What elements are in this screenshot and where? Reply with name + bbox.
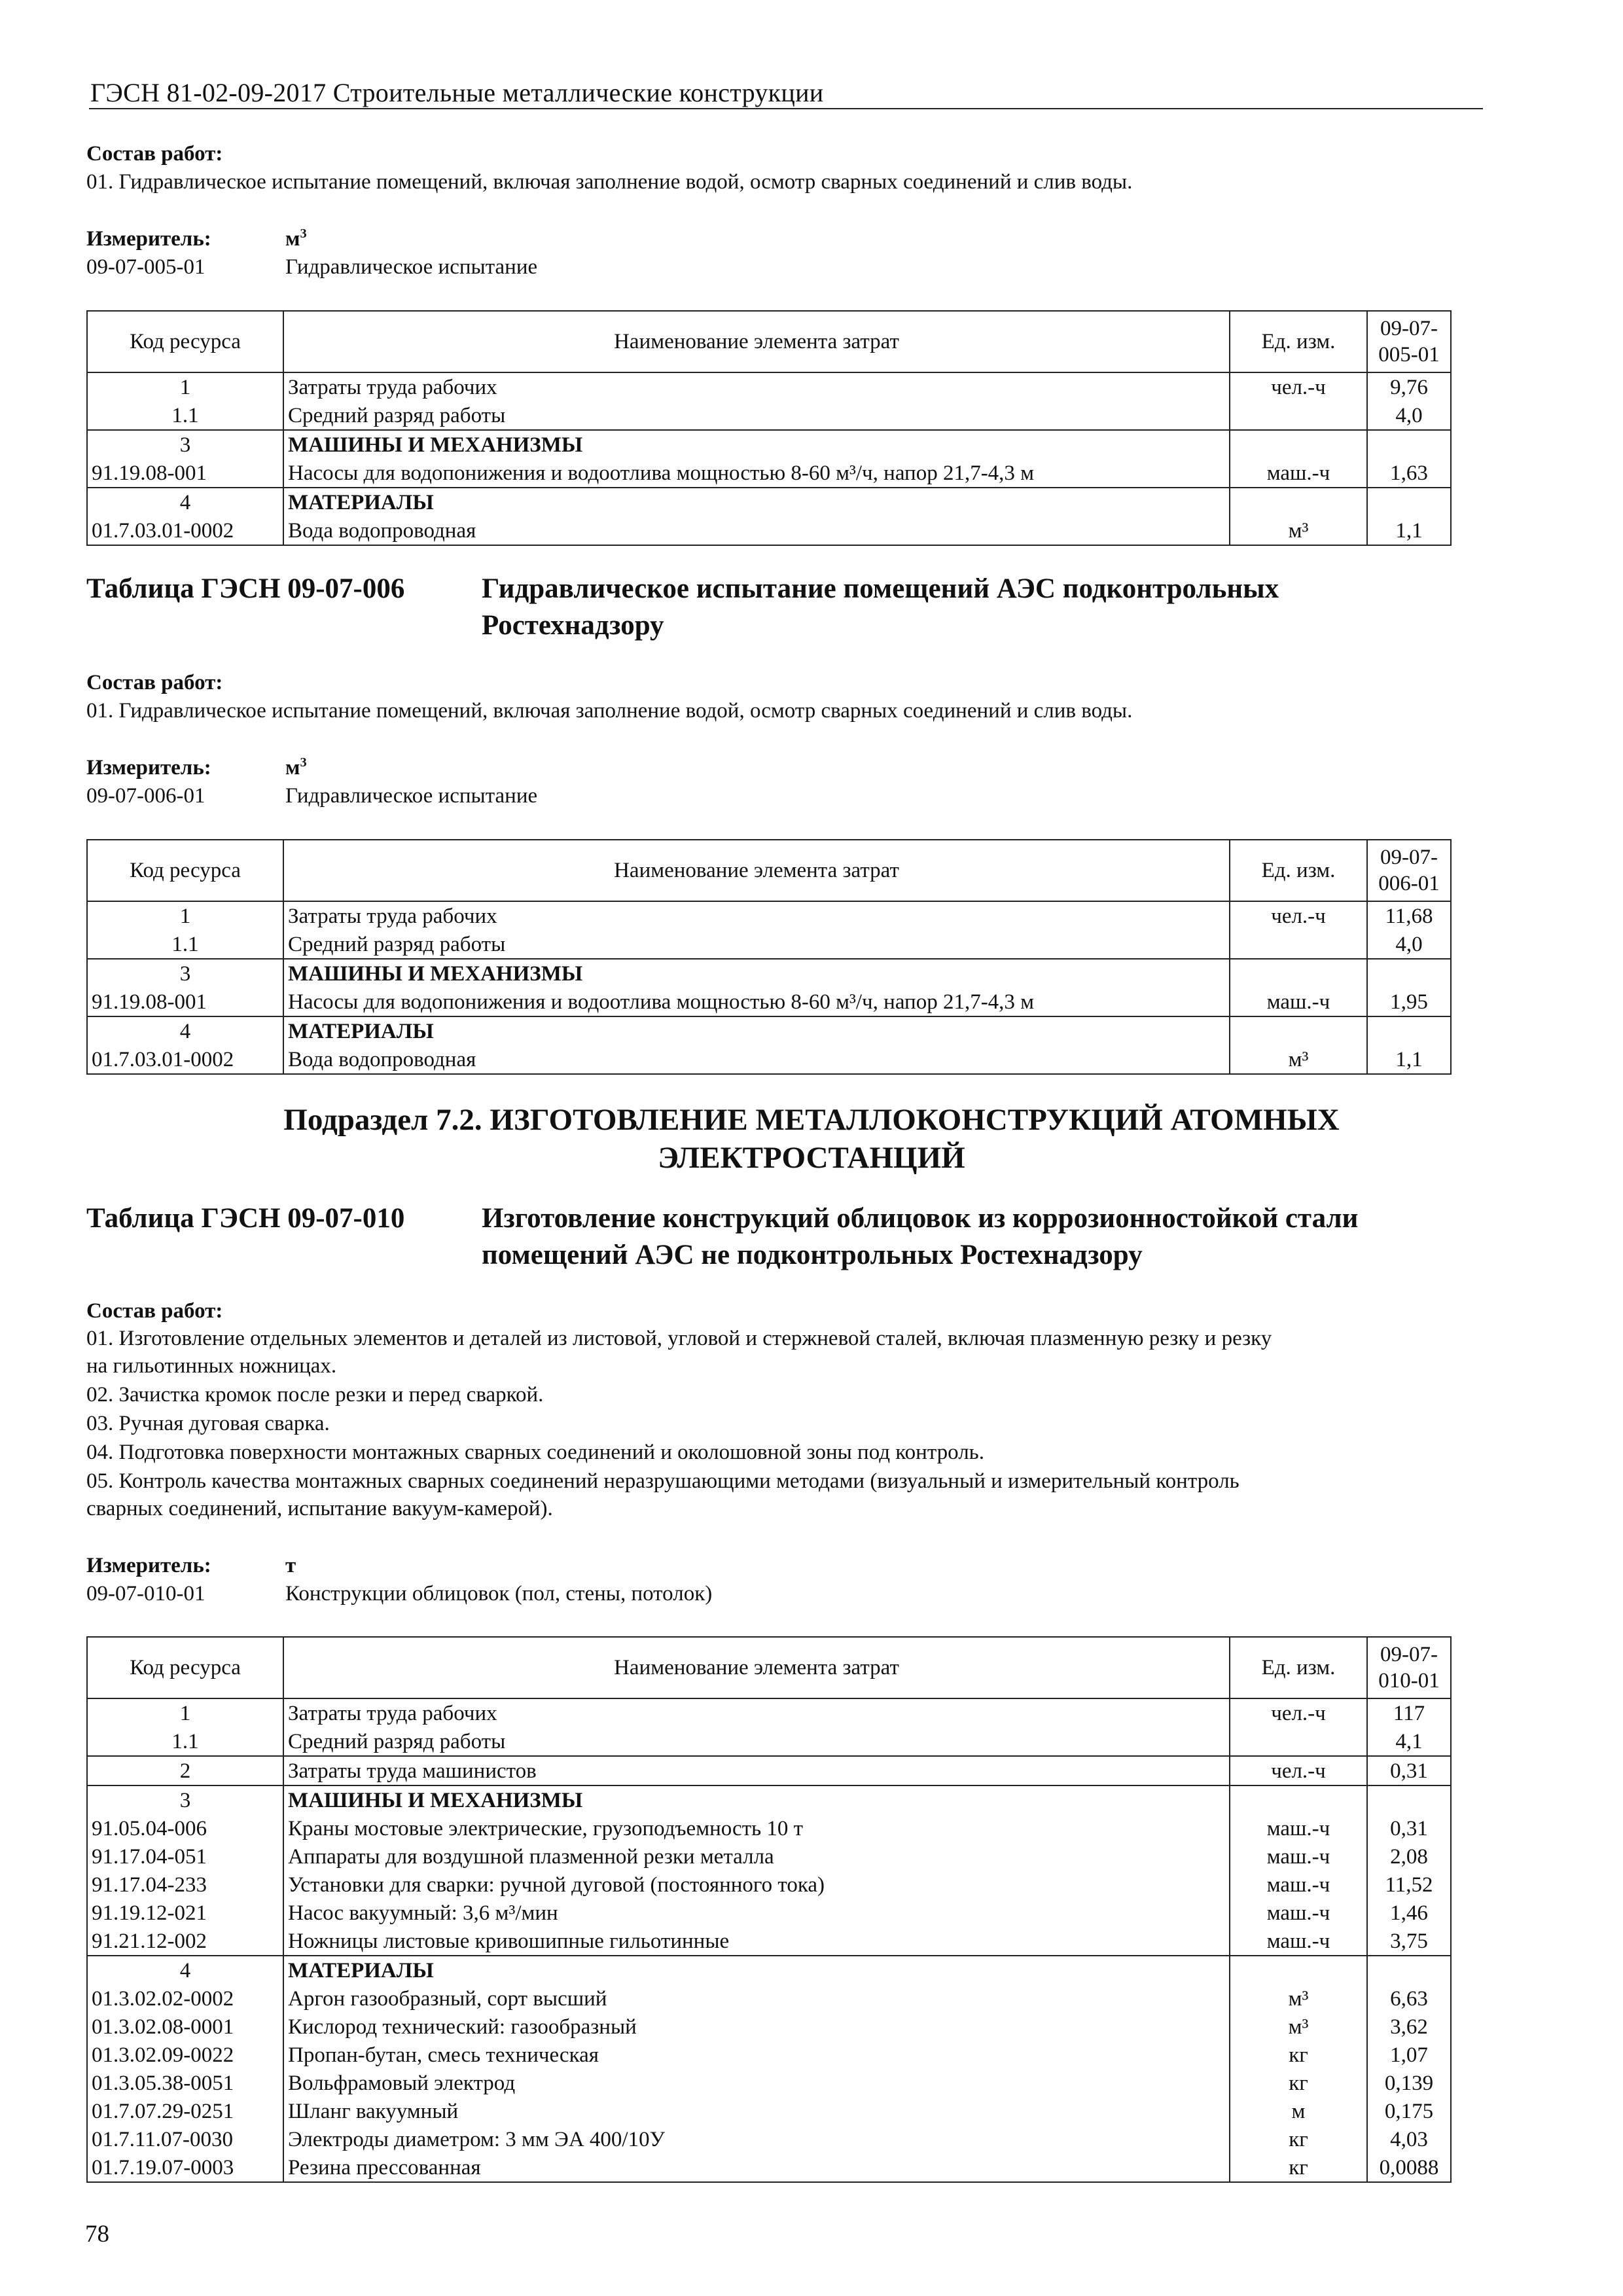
resource-name: МАТЕРИАЛЫ [283, 488, 1230, 516]
header-unit: Ед. изм. [1230, 840, 1367, 901]
table-row [87, 1727, 1451, 1756]
composition-item: сварных соединений, испытание вакуум-камерой). [86, 1497, 553, 1520]
norm-code: 09-07-005-01 [86, 255, 205, 279]
resource-value: 4,03 [1367, 2125, 1451, 2153]
resource-name: МАШИНЫ И МЕХАНИЗМЫ [283, 959, 1230, 988]
resource-unit [1230, 401, 1367, 430]
norm-code: 09-07-010-01 [86, 1582, 205, 1605]
table-row [87, 2125, 1451, 2153]
resource-unit: м³ [1230, 516, 1367, 545]
resource-code: 4 [87, 1016, 283, 1045]
table-row [87, 1045, 1451, 1074]
resource-code: 1.1 [87, 401, 283, 430]
resource-code: 01.3.02.02-0002 [87, 1984, 283, 2013]
resource-unit: чел.-ч [1230, 1698, 1367, 1727]
resource-value: 4,0 [1367, 930, 1451, 959]
table-row [87, 2013, 1451, 2041]
table-row [87, 1814, 1451, 1842]
resource-name: Аппараты для воздушной плазменной резки металла [283, 1842, 1230, 1871]
table-row [87, 1698, 1451, 1727]
header-code: Код ресурса [87, 311, 283, 372]
running-header: ГЭСН 81-02-09-2017 Строительные металлические конструкции [90, 78, 824, 107]
resource-code: 91.17.04-051 [87, 1842, 283, 1871]
resource-unit: м³ [1230, 1045, 1367, 1074]
resource-unit: маш.-ч [1230, 1871, 1367, 1899]
composition-item: 01. Гидравлическое испытание помещений, включая заполнение водой, осмотр сварных соединений и слив воды. [86, 170, 1133, 194]
norm-code: 09-07-006-01 [86, 784, 205, 808]
resource-unit: маш.-ч [1230, 459, 1367, 488]
resource-unit: чел.-ч [1230, 372, 1367, 401]
table-label: Таблица ГЭСН 09-07-010 [86, 1203, 405, 1234]
resource-value: 0,31 [1367, 1756, 1451, 1785]
resource-code: 1 [87, 372, 283, 401]
resource-name: Аргон газообразный, сорт высший [283, 1984, 1230, 2013]
resource-name: Средний разряд работы [283, 1727, 1230, 1756]
resource-name: Средний разряд работы [283, 930, 1230, 959]
table-row [87, 1016, 1451, 1045]
header-norm: 09-07-006-01 [1367, 840, 1451, 901]
resource-value: 3,62 [1367, 2013, 1451, 2041]
table-row [87, 459, 1451, 488]
table-row [87, 1785, 1451, 1814]
page-number: 78 [85, 2221, 109, 2248]
resource-name: Пропан-бутан, смесь техническая [283, 2041, 1230, 2069]
header-code: Код ресурса [87, 840, 283, 901]
resource-value: 1,1 [1367, 1045, 1451, 1074]
table-row [87, 1871, 1451, 1899]
table-row [87, 2097, 1451, 2125]
composition-item: 05. Контроль качества монтажных сварных соединений неразрушающими методами (визуальный и измерительный контроль [86, 1469, 1240, 1493]
resource-unit [1230, 930, 1367, 959]
table-row [87, 2041, 1451, 2069]
resource-value: 1,1 [1367, 516, 1451, 545]
resource-value [1367, 1785, 1451, 1814]
resource-value: 2,08 [1367, 1842, 1451, 1871]
header-norm: 09-07-005-01 [1367, 311, 1451, 372]
composition-label: Состав работ: [86, 1299, 223, 1323]
table-row [87, 1984, 1451, 2013]
resource-unit [1230, 1956, 1367, 1984]
table-row [87, 372, 1451, 401]
resource-name: Ножницы листовые кривошипные гильотинные [283, 1927, 1230, 1956]
norm-name: Конструкции облицовок (пол, стены, потолок) [285, 1582, 713, 1605]
header-unit: Ед. изм. [1230, 311, 1367, 372]
resource-code: 1 [87, 901, 283, 930]
resource-table [86, 839, 1452, 1075]
resource-code: 91.21.12-002 [87, 1927, 283, 1956]
resource-name: МАШИНЫ И МЕХАНИЗМЫ [283, 430, 1230, 459]
resource-code: 91.19.12-021 [87, 1899, 283, 1927]
resource-unit: м³ [1230, 2013, 1367, 2041]
resource-name: Затраты труда машинистов [283, 1756, 1230, 1785]
resource-value: 3,75 [1367, 1927, 1451, 1956]
resource-code: 1.1 [87, 1727, 283, 1756]
table-row [87, 2153, 1451, 2182]
resource-unit: кг [1230, 2125, 1367, 2153]
resource-unit: м [1230, 2097, 1367, 2125]
resource-code: 01.7.03.01-0002 [87, 516, 283, 545]
resource-name: МАТЕРИАЛЫ [283, 1956, 1230, 1984]
composition-item: 01. Изготовление отдельных элементов и деталей из листовой, угловой и стержневой сталей, включая плазменную резку и резку [86, 1327, 1272, 1350]
table-row [87, 1842, 1451, 1871]
measure-label: Измеритель: [86, 1554, 211, 1577]
measure-unit: т [285, 1554, 296, 1577]
resource-code: 91.19.08-001 [87, 988, 283, 1016]
resource-unit: чел.-ч [1230, 1756, 1367, 1785]
table-row [87, 488, 1451, 516]
resource-name: Кислород технический: газообразный [283, 2013, 1230, 2041]
resource-value: 0,175 [1367, 2097, 1451, 2125]
resource-name: Затраты труда рабочих [283, 1698, 1230, 1727]
header-divider [89, 108, 1483, 109]
resource-code: 01.3.02.09-0022 [87, 2041, 283, 2069]
resource-name: Насосы для водопонижения и водоотлива мощностью 8-60 м³/ч, напор 21,7-4,3 м [283, 459, 1230, 488]
table-row [87, 988, 1451, 1016]
resource-name: Электроды диаметром: 3 мм ЭА 400/10У [283, 2125, 1230, 2153]
table-row [87, 401, 1451, 430]
table-row [87, 930, 1451, 959]
resource-value [1367, 430, 1451, 459]
composition-item: 02. Зачистка кромок после резки и перед сваркой. [86, 1383, 544, 1407]
composition-item: на гильотинных ножницах. [86, 1354, 337, 1378]
resource-name: Шланг вакуумный [283, 2097, 1230, 2125]
resource-code: 01.7.07.29-0251 [87, 2097, 283, 2125]
resource-unit: кг [1230, 2153, 1367, 2182]
resource-code: 3 [87, 430, 283, 459]
header-norm: 09-07-010-01 [1367, 1637, 1451, 1698]
resource-value: 6,63 [1367, 1984, 1451, 2013]
resource-value: 11,52 [1367, 1871, 1451, 1899]
header-name: Наименование элемента затрат [283, 311, 1230, 372]
resource-value: 1,46 [1367, 1899, 1451, 1927]
table-row [87, 959, 1451, 988]
measure-unit: $м^3$ [285, 226, 307, 251]
resource-code: 01.3.02.08-0001 [87, 2013, 283, 2041]
resource-table [86, 310, 1452, 546]
resource-name: МАТЕРИАЛЫ [283, 1016, 1230, 1045]
resource-unit [1230, 959, 1367, 988]
resource-name: Резина прессованная [283, 2153, 1230, 2182]
subsection-heading-line1: Подраздел 7.2. ИЗГОТОВЛЕНИЕ МЕТАЛЛОКОНСТРУКЦИЙ АТОМНЫХ [283, 1103, 1340, 1137]
resource-code: 1 [87, 1698, 283, 1727]
norm-name: Гидравлическое испытание [285, 255, 538, 279]
table-row [87, 1756, 1451, 1785]
header-unit: Ед. изм. [1230, 1637, 1367, 1698]
table-row [87, 1899, 1451, 1927]
resource-code: 1.1 [87, 930, 283, 959]
resource-code: 01.7.11.07-0030 [87, 2125, 283, 2153]
subsection-heading-line2: ЭЛЕКТРОСТАНЦИЙ [658, 1141, 965, 1175]
resource-code: 4 [87, 488, 283, 516]
resource-value: 9,76 [1367, 372, 1451, 401]
resource-code: 3 [87, 959, 283, 988]
resource-unit: кг [1230, 2069, 1367, 2097]
table-row [87, 430, 1451, 459]
resource-value [1367, 959, 1451, 988]
resource-code: 91.05.04-006 [87, 1814, 283, 1842]
resource-name: Средний разряд работы [283, 401, 1230, 430]
table-row [87, 516, 1451, 545]
table-title: Гидравлическое испытание помещений АЭС подконтрольных Ростехнадзору [482, 573, 1279, 641]
table-label: Таблица ГЭСН 09-07-006 [86, 573, 405, 604]
resource-value: 4,0 [1367, 401, 1451, 430]
resource-unit [1230, 488, 1367, 516]
header-name: Наименование элемента затрат [283, 1637, 1230, 1698]
table-row [87, 1956, 1451, 1984]
composition-item: 01. Гидравлическое испытание помещений, включая заполнение водой, осмотр сварных соединений и слив воды. [86, 699, 1133, 723]
resource-value [1367, 1956, 1451, 1984]
composition-label: Состав работ: [86, 671, 223, 694]
resource-value: 0,0088 [1367, 2153, 1451, 2182]
resource-code: 01.3.05.38-0051 [87, 2069, 283, 2097]
table-row [87, 1927, 1451, 1956]
norm-name: Гидравлическое испытание [285, 784, 538, 808]
resource-value [1367, 1016, 1451, 1045]
resource-unit: маш.-ч [1230, 1927, 1367, 1956]
resource-code: 01.7.19.07-0003 [87, 2153, 283, 2182]
resource-unit [1230, 1016, 1367, 1045]
resource-name: Вода водопроводная [283, 1045, 1230, 1074]
resource-value: 1,63 [1367, 459, 1451, 488]
resource-unit: чел.-ч [1230, 901, 1367, 930]
resource-unit [1230, 1785, 1367, 1814]
resource-value: 0,31 [1367, 1814, 1451, 1842]
resource-value: 117 [1367, 1698, 1451, 1727]
resource-name: Затраты труда рабочих [283, 372, 1230, 401]
resource-name: Вода водопроводная [283, 516, 1230, 545]
resource-name: МАШИНЫ И МЕХАНИЗМЫ [283, 1785, 1230, 1814]
resource-unit: маш.-ч [1230, 1842, 1367, 1871]
resource-unit: кг [1230, 2041, 1367, 2069]
resource-name: Затраты труда рабочих [283, 901, 1230, 930]
resource-unit: маш.-ч [1230, 1814, 1367, 1842]
resource-code: 01.7.03.01-0002 [87, 1045, 283, 1074]
resource-code: 2 [87, 1756, 283, 1785]
header-code: Код ресурса [87, 1637, 283, 1698]
resource-table [86, 1636, 1452, 2183]
resource-value: 4,1 [1367, 1727, 1451, 1756]
resource-value: 1,95 [1367, 988, 1451, 1016]
resource-unit: м³ [1230, 1984, 1367, 2013]
resource-value: 1,07 [1367, 2041, 1451, 2069]
table-row [87, 901, 1451, 930]
table-row [87, 2069, 1451, 2097]
header-name: Наименование элемента затрат [283, 840, 1230, 901]
table-title: Изготовление конструкций облицовок из коррозионностойкой стали помещений АЭС не подконтрольных Ростехнадзору [482, 1203, 1359, 1270]
measure-unit: $м^3$ [285, 755, 307, 780]
resource-unit [1230, 1727, 1367, 1756]
resource-code: 4 [87, 1956, 283, 1984]
resource-code: 3 [87, 1785, 283, 1814]
resource-value: 11,68 [1367, 901, 1451, 930]
measure-label: Измеритель: [86, 756, 211, 780]
resource-name: Насосы для водопонижения и водоотлива мощностью 8-60 м³/ч, напор 21,7-4,3 м [283, 988, 1230, 1016]
composition-item: 03. Ручная дуговая сварка. [86, 1412, 330, 1435]
resource-name: Вольфрамовый электрод [283, 2069, 1230, 2097]
composition-item: 04. Подготовка поверхности монтажных сварных соединений и околошовной зоны под контроль. [86, 1441, 984, 1464]
composition-label: Состав работ: [86, 142, 223, 166]
resource-unit [1230, 430, 1367, 459]
resource-value: 0,139 [1367, 2069, 1451, 2097]
resource-name: Краны мостовые электрические, грузоподъемность 10 т [283, 1814, 1230, 1842]
resource-unit: маш.-ч [1230, 1899, 1367, 1927]
resource-name: Установки для сварки: ручной дуговой (постоянного тока) [283, 1871, 1230, 1899]
resource-code: 91.19.08-001 [87, 459, 283, 488]
resource-code: 91.17.04-233 [87, 1871, 283, 1899]
measure-label: Измеритель: [86, 227, 211, 251]
resource-value [1367, 488, 1451, 516]
resource-name: Насос вакуумный: 3,6 м³/мин [283, 1899, 1230, 1927]
resource-unit: маш.-ч [1230, 988, 1367, 1016]
